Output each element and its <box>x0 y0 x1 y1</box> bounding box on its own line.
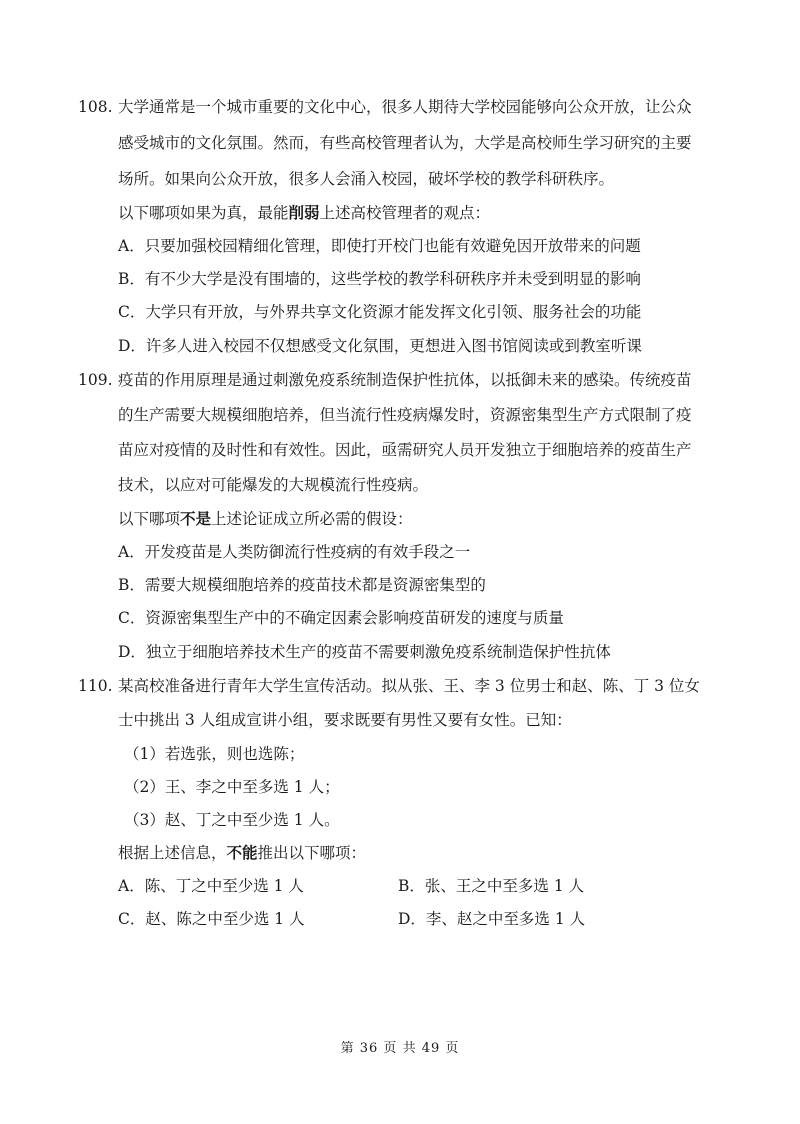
option-b[interactable]: B．张、王之中至多选 1 人 <box>398 877 585 895</box>
stem-prefix: 以下哪项如果为真，最能 <box>118 204 289 222</box>
stem-suffix: 推出以下哪项： <box>257 844 367 862</box>
question-number: 109. <box>78 371 113 389</box>
option-d[interactable]: D．独立于细胞培养技术生产的疫苗不需要刺激免疫系统制造保护性抗体 <box>118 643 611 661</box>
option-a[interactable]: A．只要加强校园精细化管理，即使打开校门也能有效避免因开放带来的问题 <box>118 237 641 255</box>
option-a[interactable]: A．开发疫苗是人类防御流行性疫病的有效手段之一 <box>118 543 471 561</box>
question-stem <box>118 843 366 863</box>
stem-suffix: 上述论证成立所必需的假设： <box>211 510 413 528</box>
option-b[interactable]: B．需要大规模细胞培养的疫苗技术都是资源密集型的 <box>118 576 486 594</box>
stem-prefix: 以下哪项 <box>118 510 181 528</box>
option-c[interactable]: C．赵、陈之中至少选 1 人 <box>118 910 305 928</box>
stem-prefix: 根据上述信息， <box>118 844 227 862</box>
stem-emphasis: 削弱 <box>288 204 320 222</box>
condition-1: （1）若选张，则也选陈； <box>124 745 305 763</box>
option-a[interactable]: A．陈、丁之中至少选 1 人 <box>118 877 304 895</box>
option-b[interactable]: B．有不少大学是没有围墙的，这些学校的教学科研秩序并未受到明显的影响 <box>118 270 641 288</box>
question-text-line: 的生产需要大规模细胞培养，但当流行性疫病爆发时，资源密集型生产方式限制了疫 <box>118 406 692 424</box>
question-stem <box>118 509 413 529</box>
question-text-line: 大学通常是一个城市重要的文化中心，很多人期待大学校园能够向公众开放，让公众 <box>118 98 692 116</box>
question-number: 110. <box>78 677 113 695</box>
page-footer: 第 36 页 共 49 页 <box>340 1041 460 1056</box>
question-text-line: 场所。如果向公众开放，很多人会涌入校园，破坏学校的教学科研秩序。 <box>118 170 615 188</box>
question-text-line: 疫苗的作用原理是通过刺激免疫系统制造保护性抗体，以抵御未来的感染。传统疫苗 <box>118 371 692 389</box>
question-stem <box>118 203 490 223</box>
question-text-line: 感受城市的文化氛围。然而，有些高校管理者认为，大学是高校师生学习研究的主要 <box>118 134 692 152</box>
condition-3: （3）赵、丁之中至少选 1 人。 <box>124 811 340 829</box>
option-c[interactable]: C．资源密集型生产中的不确定因素会影响疫苗研发的速度与质量 <box>118 609 564 627</box>
question-text-line: 士中挑出 3 人组成宣讲小组，要求既要有男性又要有女性。已知： <box>118 711 572 729</box>
question-text-line: 某高校准备进行青年大学生宣传活动。拟从张、王、李 3 位男士和赵、陈、丁 3 位女 <box>118 677 700 695</box>
question-text-line: 苗应对疫情的及时性和有效性。因此，亟需研究人员开发独立于细胞培养的疫苗生产 <box>118 441 692 459</box>
stem-emphasis: 不是 <box>180 510 212 528</box>
option-c[interactable]: C．大学只有开放，与外界共享文化资源才能发挥文化引领、服务社会的功能 <box>118 303 642 321</box>
question-text-line: 技术，以应对可能爆发的大规模流行性疫病。 <box>118 476 429 494</box>
condition-2: （2）王、李之中至多选 1 人； <box>124 778 340 796</box>
question-number: 108. <box>78 98 113 116</box>
option-d[interactable]: D．许多人进入校园不仅想感受文化氛围，更想进入图书馆阅读或到教室听课 <box>118 337 642 355</box>
stem-suffix: 上述高校管理者的观点： <box>319 204 491 222</box>
option-d[interactable]: D．李、赵之中至多选 1 人 <box>398 910 586 928</box>
stem-emphasis: 不能 <box>226 844 258 862</box>
